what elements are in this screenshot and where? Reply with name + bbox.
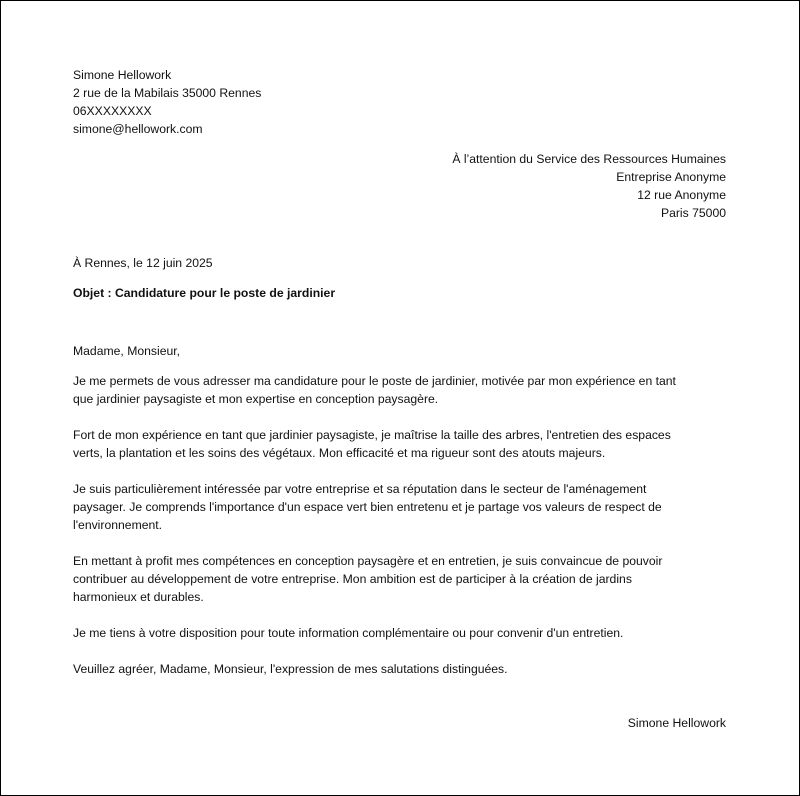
body-line: que jardinier paysagiste et mon expertise en conception paysagère.: [73, 392, 439, 406]
recipient-company: Entreprise Anonyme: [616, 170, 726, 184]
body-line: l'environnement.: [73, 518, 163, 532]
sender-address: 2 rue de la Mabilais 35000 Rennes: [73, 86, 262, 100]
recipient-street: 12 rue Anonyme: [637, 188, 726, 202]
sender-block: [73, 66, 261, 138]
recipient-city: Paris 75000: [660, 206, 726, 220]
body-line: Je suis particulièrement intéressée par votre entreprise et sa réputation dans le secteur de l'aménagement: [73, 482, 647, 496]
body-line: harmonieux et durables.: [73, 590, 204, 604]
body-line: paysager. Je comprends l'importance d'un espace vert bien entretenu et je partage vos valeurs de respect de: [73, 500, 662, 514]
body-line: Veuillez agréer, Madame, Monsieur, l'expression de mes salutations distinguées.: [73, 662, 508, 676]
body-paragraph-3: [73, 480, 733, 534]
body-line: En mettant à profit mes compétences en conception paysagère et en entretien, je suis convaincue de pouvoir: [73, 554, 663, 568]
body-line: Fort de mon expérience en tant que jardinier paysagiste, je maîtrise la taille des arbres, l'entretien des espaces: [73, 428, 671, 442]
body-paragraph-4: [73, 552, 733, 606]
salutation: Madame, Monsieur,: [73, 344, 181, 358]
date-line: À Rennes, le 12 juin 2025: [73, 256, 213, 270]
sender-name: Simone Hellowork: [73, 68, 172, 82]
body-line: contribuer au développement de votre entreprise. Mon ambition est de participer à la création de jardins: [73, 572, 632, 586]
body-paragraph-2: [73, 426, 733, 462]
body-paragraph-5: [73, 624, 733, 642]
sender-phone: 06XXXXXXXX: [73, 104, 152, 118]
body-line: Je me permets de vous adresser ma candidature pour le poste de jardinier, motivée par mon expérience en tant: [73, 374, 676, 388]
signature: Simone Hellowork: [627, 716, 726, 730]
body-line: verts, la plantation et les soins des végétaux. Mon efficacité et ma rigueur sont des atouts majeurs.: [73, 446, 606, 460]
body-line: Je me tiens à votre disposition pour toute information complémentaire ou pour convenir d'un entretien.: [73, 626, 624, 640]
recipient-attention: À l’attention du Service des Ressources Humaines: [452, 152, 726, 166]
body-paragraph-1: [73, 372, 733, 408]
closing-paragraph: [73, 660, 733, 678]
sender-email: simone@hellowork.com: [73, 122, 203, 136]
subject-line: Objet : Candidature pour le poste de jardinier: [73, 286, 336, 300]
recipient-block: [452, 150, 726, 222]
